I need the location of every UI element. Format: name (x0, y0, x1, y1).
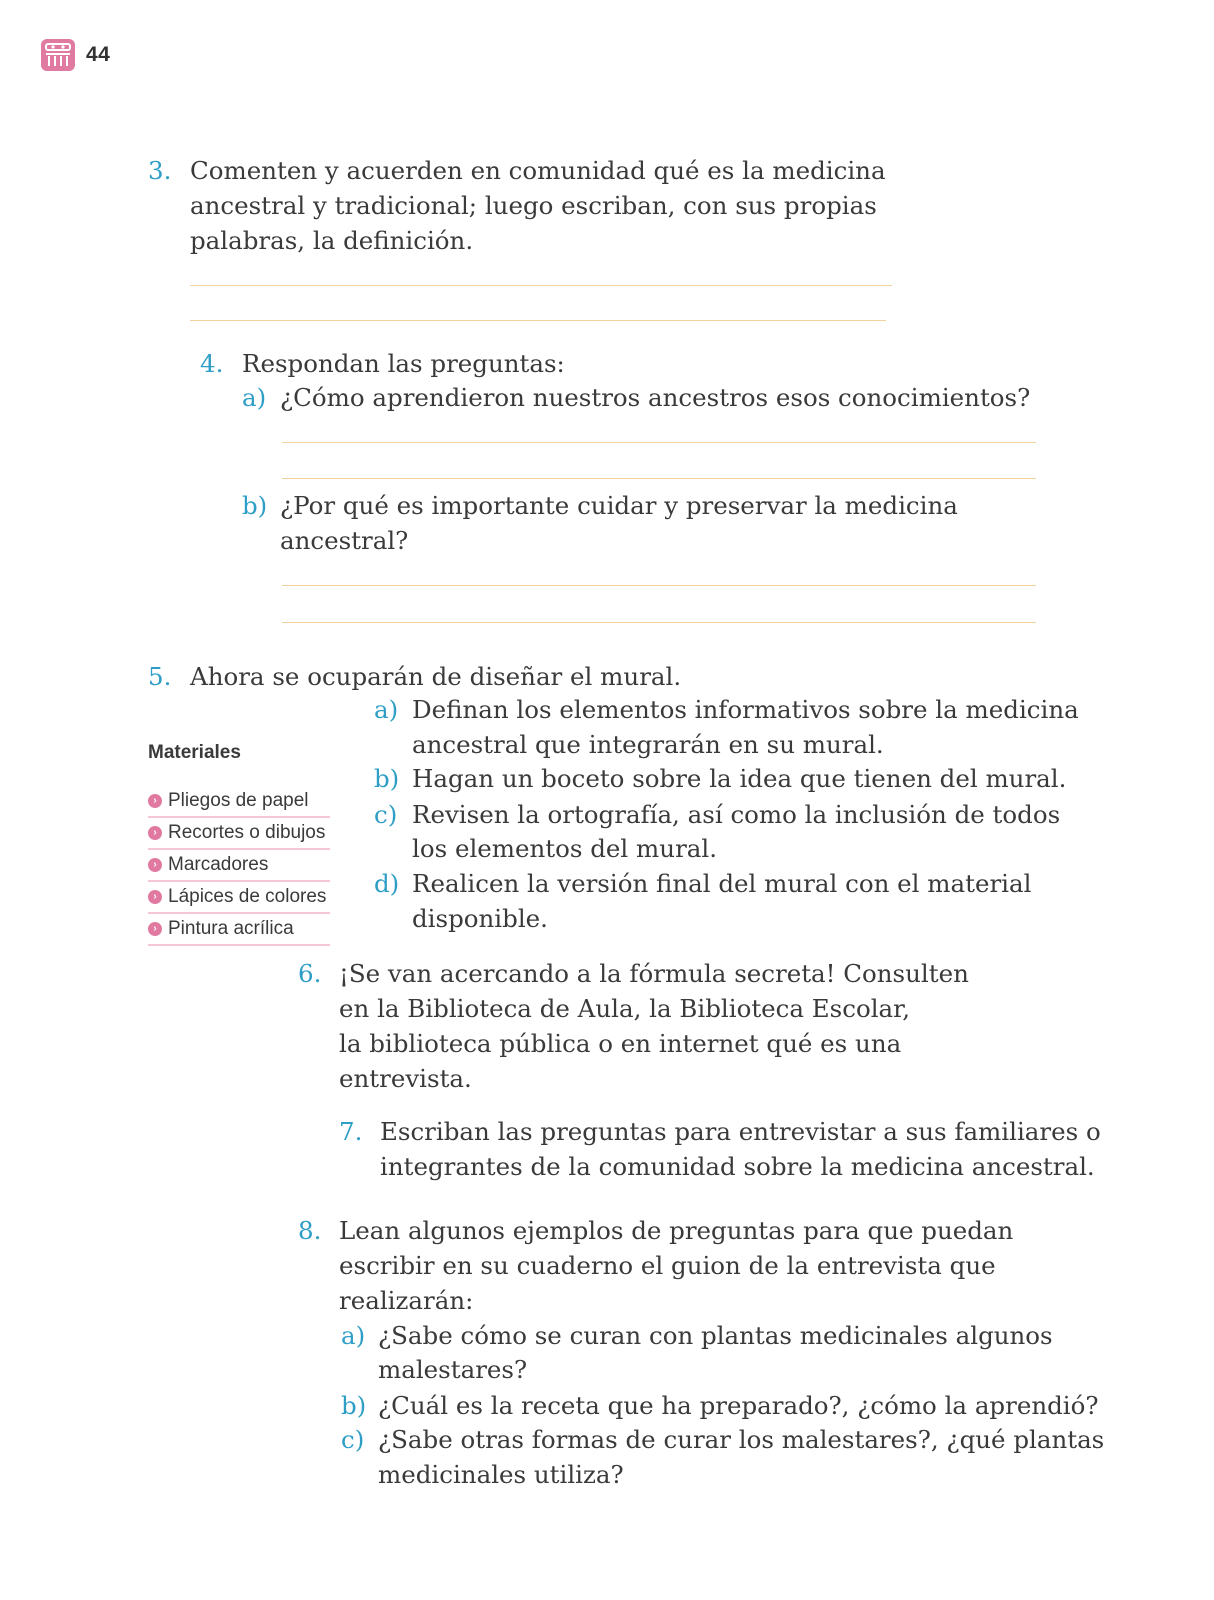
q5-b-line-1: Hagan un boceto sobre la idea que tienen del mural. (412, 764, 1067, 793)
q8-line-2: escribir en su cuaderno el guion de la entrevista que (339, 1251, 996, 1280)
q5-c-label: c) (374, 800, 398, 829)
page-number: 44 (86, 43, 111, 66)
q7-number: 7. (339, 1117, 363, 1146)
q4-a-label: a) (242, 383, 267, 412)
q7-line-2: integrantes de la comunidad sobre la medicina ancestral. (380, 1152, 1095, 1181)
q5-d-line-1: Realicen la versión final del mural con el material (412, 869, 1032, 898)
q8-c-label: c) (341, 1425, 365, 1454)
chevron-right-icon: › (148, 826, 162, 840)
q6-line-2: en la Biblioteca de Aula, la Biblioteca Escolar, (339, 994, 910, 1023)
q4-a-answer-line-1[interactable] (282, 442, 1036, 443)
q5-number: 5. (148, 662, 172, 691)
q4-a-text: ¿Cómo aprendieron nuestros ancestros esos conocimientos? (280, 383, 1031, 412)
q4-b-label: b) (242, 491, 268, 520)
chevron-right-icon: › (148, 922, 162, 936)
q3-line-1: Comenten y acuerden en comunidad qué es la medicina (190, 156, 886, 185)
q5-c-line-2: los elementos del mural. (412, 834, 718, 863)
q3-number: 3. (148, 156, 172, 185)
q8-a-line-1: ¿Sabe cómo se curan con plantas medicinales algunos (378, 1321, 1053, 1350)
q6-line-3: la biblioteca pública o en internet qué es una (339, 1029, 902, 1058)
q8-b-label: b) (341, 1391, 367, 1420)
q8-line-3: realizarán: (339, 1286, 474, 1315)
q4-b-answer-line-1[interactable] (282, 585, 1036, 586)
q4-b-answer-line-2[interactable] (282, 622, 1036, 623)
chevron-right-icon: › (148, 794, 162, 808)
materials-item: › Recortes o dibujos (148, 818, 330, 850)
page-icon (40, 38, 76, 72)
q8-number: 8. (298, 1216, 322, 1245)
q4-b-line-2: ancestral? (280, 526, 409, 555)
q8-a-line-2: malestares? (378, 1355, 528, 1384)
q6-line-1: ¡Se van acercando a la fórmula secreta! Consulten (339, 959, 969, 988)
q8-a-label: a) (341, 1321, 366, 1350)
q4-b-line-1: ¿Por qué es importante cuidar y preservar la medicina (280, 491, 958, 520)
materials-item: › Lápices de colores (148, 882, 330, 914)
q4-text: Respondan las preguntas: (242, 349, 565, 378)
q5-text: Ahora se ocuparán de diseñar el mural. (190, 662, 682, 691)
q3-line-3: palabras, la definición. (190, 226, 474, 255)
q8-c-line-2: medicinales utiliza? (378, 1460, 624, 1489)
q4-a-answer-line-2[interactable] (282, 478, 1036, 479)
chevron-right-icon: › (148, 890, 162, 904)
chevron-right-icon: › (148, 858, 162, 872)
q5-d-label: d) (374, 869, 400, 898)
q6-line-4: entrevista. (339, 1064, 472, 1093)
q5-c-line-1: Revisen la ortografía, así como la inclusión de todos (412, 800, 1061, 829)
q7-line-1: Escriban las preguntas para entrevistar a sus familiares o (380, 1117, 1101, 1146)
q5-a-label: a) (374, 695, 399, 724)
materials-title: Materiales (148, 742, 241, 763)
q5-d-line-2: disponible. (412, 904, 548, 933)
q3-line-2: ancestral y tradicional; luego escriban, con sus propias (190, 191, 877, 220)
q3-answer-line-2[interactable] (190, 320, 886, 321)
materials-item: › Pintura acrílica (148, 914, 330, 946)
q8-c-line-1: ¿Sabe otras formas de curar los malestares?, ¿qué plantas (378, 1425, 1105, 1454)
pink-emblem-icon (40, 38, 76, 72)
materials-list (148, 786, 330, 946)
q3-answer-line-1[interactable] (190, 285, 892, 286)
q5-a-line-2: ancestral que integrarán en su mural. (412, 730, 884, 759)
q5-a-line-1: Definan los elementos informativos sobre la medicina (412, 695, 1079, 724)
materials-item: › Pliegos de papel (148, 786, 330, 818)
q4-number: 4. (200, 349, 224, 378)
q6-number: 6. (298, 959, 322, 988)
q8-b-line-1: ¿Cuál es la receta que ha preparado?, ¿cómo la aprendió? (378, 1391, 1099, 1420)
materials-item: › Marcadores (148, 850, 330, 882)
q8-line-1: Lean algunos ejemplos de preguntas para que puedan (339, 1216, 1014, 1245)
q5-b-label: b) (374, 764, 400, 793)
